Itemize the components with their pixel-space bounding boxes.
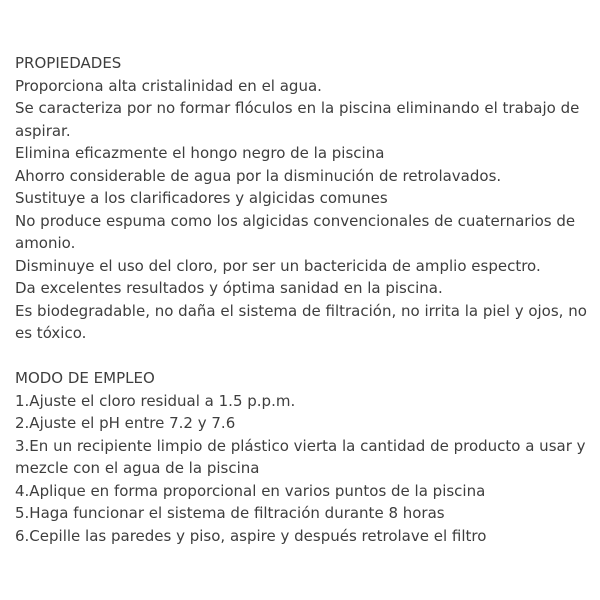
usage-heading: MODO DE EMPLEO <box>15 369 155 387</box>
property-item: Ahorro considerable de agua por la disminución de retrolavados. <box>15 166 502 185</box>
property-item: Sustituye a los clarificadores y algicidas comunes <box>15 189 388 207</box>
product-description <box>15 52 587 547</box>
usage-step: 6.Cepille las paredes y piso, aspire y después retrolave el filtro <box>15 526 487 545</box>
usage-step: 5.Haga funcionar el sistema de filtración durante 8 horas <box>15 504 445 522</box>
properties-heading: PROPIEDADES <box>15 54 122 72</box>
property-item: Es biodegradable, no daña el sistema de filtración, no irrita la piel y ojos, no es tóxico. <box>15 301 587 342</box>
usage-step: 2.Ajuste el pH entre 7.2 y 7.6 <box>15 414 236 432</box>
property-item: Disminuye el uso del cloro, por ser un bactericida de amplio espectro. <box>15 256 541 275</box>
usage-step: 3.En un recipiente limpio de plástico vierta la cantidad de producto a usar y mezcle con el agua de la piscina <box>15 436 586 477</box>
usage-step: 4.Aplique en forma proporcional en varios puntos de la piscina <box>15 481 486 500</box>
properties-section <box>15 52 587 345</box>
section-spacer <box>15 345 587 368</box>
property-item: Elimina eficazmente el hongo negro de la piscina <box>15 144 385 162</box>
usage-step: 1.Ajuste el cloro residual a 1.5 p.p.m. <box>15 391 296 410</box>
property-item: No produce espuma como los algicidas convencionales de cuaternarios de amonio. <box>15 211 576 252</box>
usage-section <box>15 367 587 547</box>
property-item: Se caracteriza por no formar flóculos en la piscina eliminando el trabajo de aspirar. <box>15 99 580 140</box>
property-item: Proporciona alta cristalinidad en el agua. <box>15 76 322 95</box>
property-item: Da excelentes resultados y óptima sanidad en la piscina. <box>15 279 443 297</box>
